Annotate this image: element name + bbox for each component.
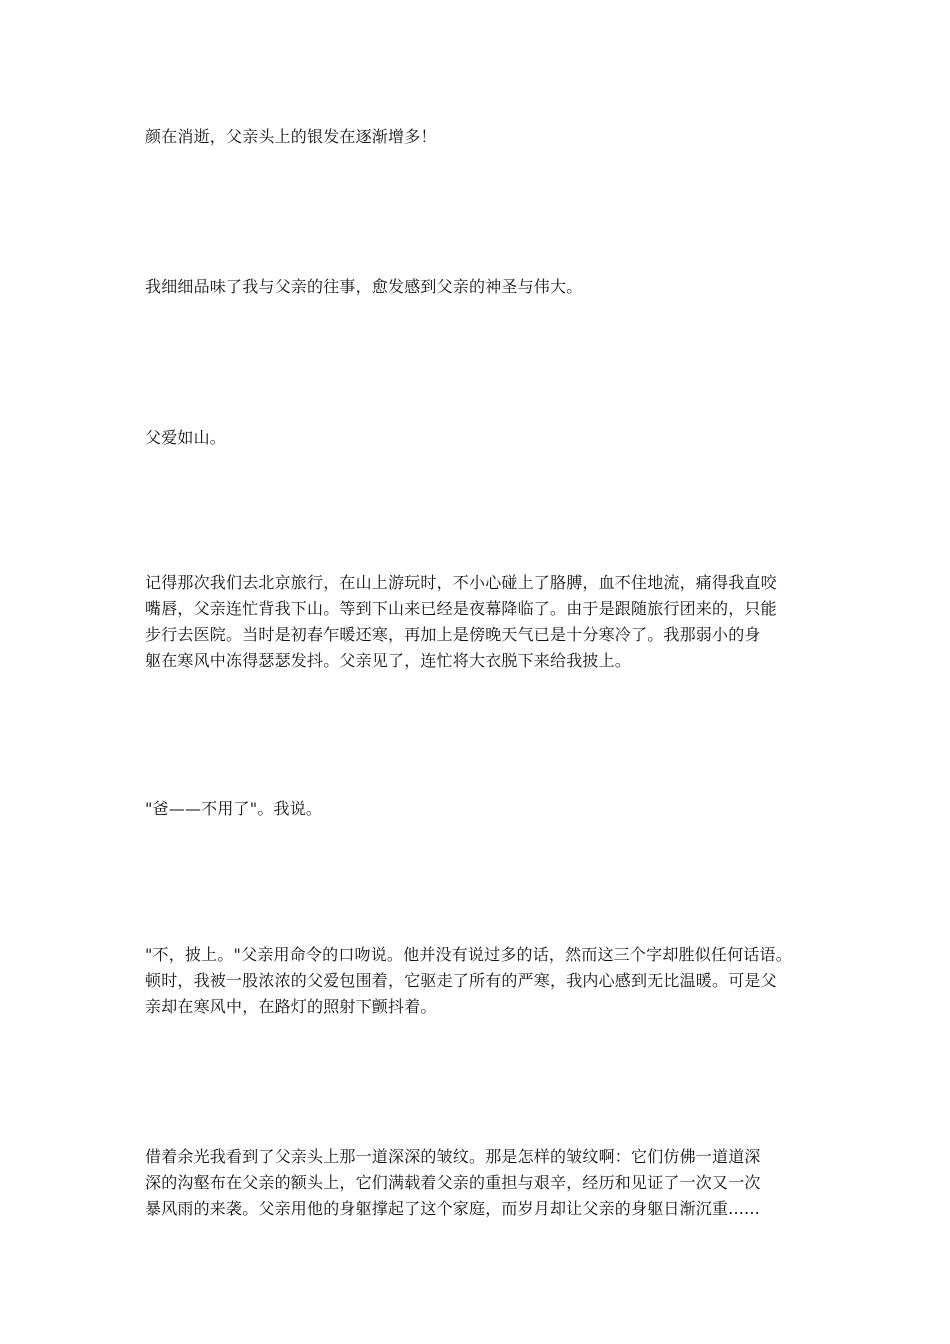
- text-line: "爸——不用了"。我说。: [145, 799, 323, 818]
- paragraph-wrinkles: [145, 1144, 815, 1222]
- text-line: 顿时，我被一股浓浓的父爱包围着，它驱走了所有的严寒，我内心感到无比温暖。可是父: [145, 971, 777, 990]
- text-line: 步行去医院。当时是初春乍暖还寒，再加上是傍晚天气已是十分寒冷了。我那弱小的身: [145, 625, 761, 644]
- text-line: 嘴唇，父亲连忙背我下山。等到下山来已经是夜幕降临了。由于是跟随旅行团来的，只能: [145, 599, 777, 618]
- text-line: 亲却在寒风中，在路灯的照射下颤抖着。: [145, 997, 437, 1016]
- text-line: 躯在寒风中冻得瑟瑟发抖。父亲见了，连忙将大衣脱下来给我披上。: [145, 651, 632, 670]
- text-line: "不，披上。"父亲用命令的口吻说。他并没有说过多的话，然而这三个字却胜似任何话语。: [145, 945, 792, 964]
- text-line: 借着余光我看到了父亲头上那一道深深的皱纹。那是怎样的皱纹啊：它们仿佛一道道深: [145, 1147, 761, 1166]
- paragraph-fatherly-love: [145, 425, 815, 451]
- text-line: 深的沟壑布在父亲的额头上，它们满载着父亲的重担与艰辛，经历和见证了一次又一次: [145, 1173, 761, 1192]
- paragraph-dialogue-father: [145, 942, 815, 1020]
- paragraph-silver-hair: [145, 124, 815, 150]
- text-line: 我细细品味了我与父亲的往事，愈发感到父亲的神圣与伟大。: [145, 277, 583, 296]
- text-line: 暴风雨的来袭。父亲用他的身躯撑起了这个家庭，而岁月却让父亲的身躯日渐沉重......: [145, 1199, 760, 1218]
- text-line: 颜在消逝，父亲头上的银发在逐渐增多！: [145, 127, 437, 146]
- paragraph-reflection: [145, 274, 815, 300]
- paragraph-dialogue-son: [145, 796, 815, 822]
- text-line: 父爱如山。: [145, 428, 227, 447]
- paragraph-beijing-trip: [145, 570, 815, 674]
- text-line: 记得那次我们去北京旅行，在山上游玩时，不小心碰上了胳膊，血不住地流，痛得我直咬: [145, 573, 777, 592]
